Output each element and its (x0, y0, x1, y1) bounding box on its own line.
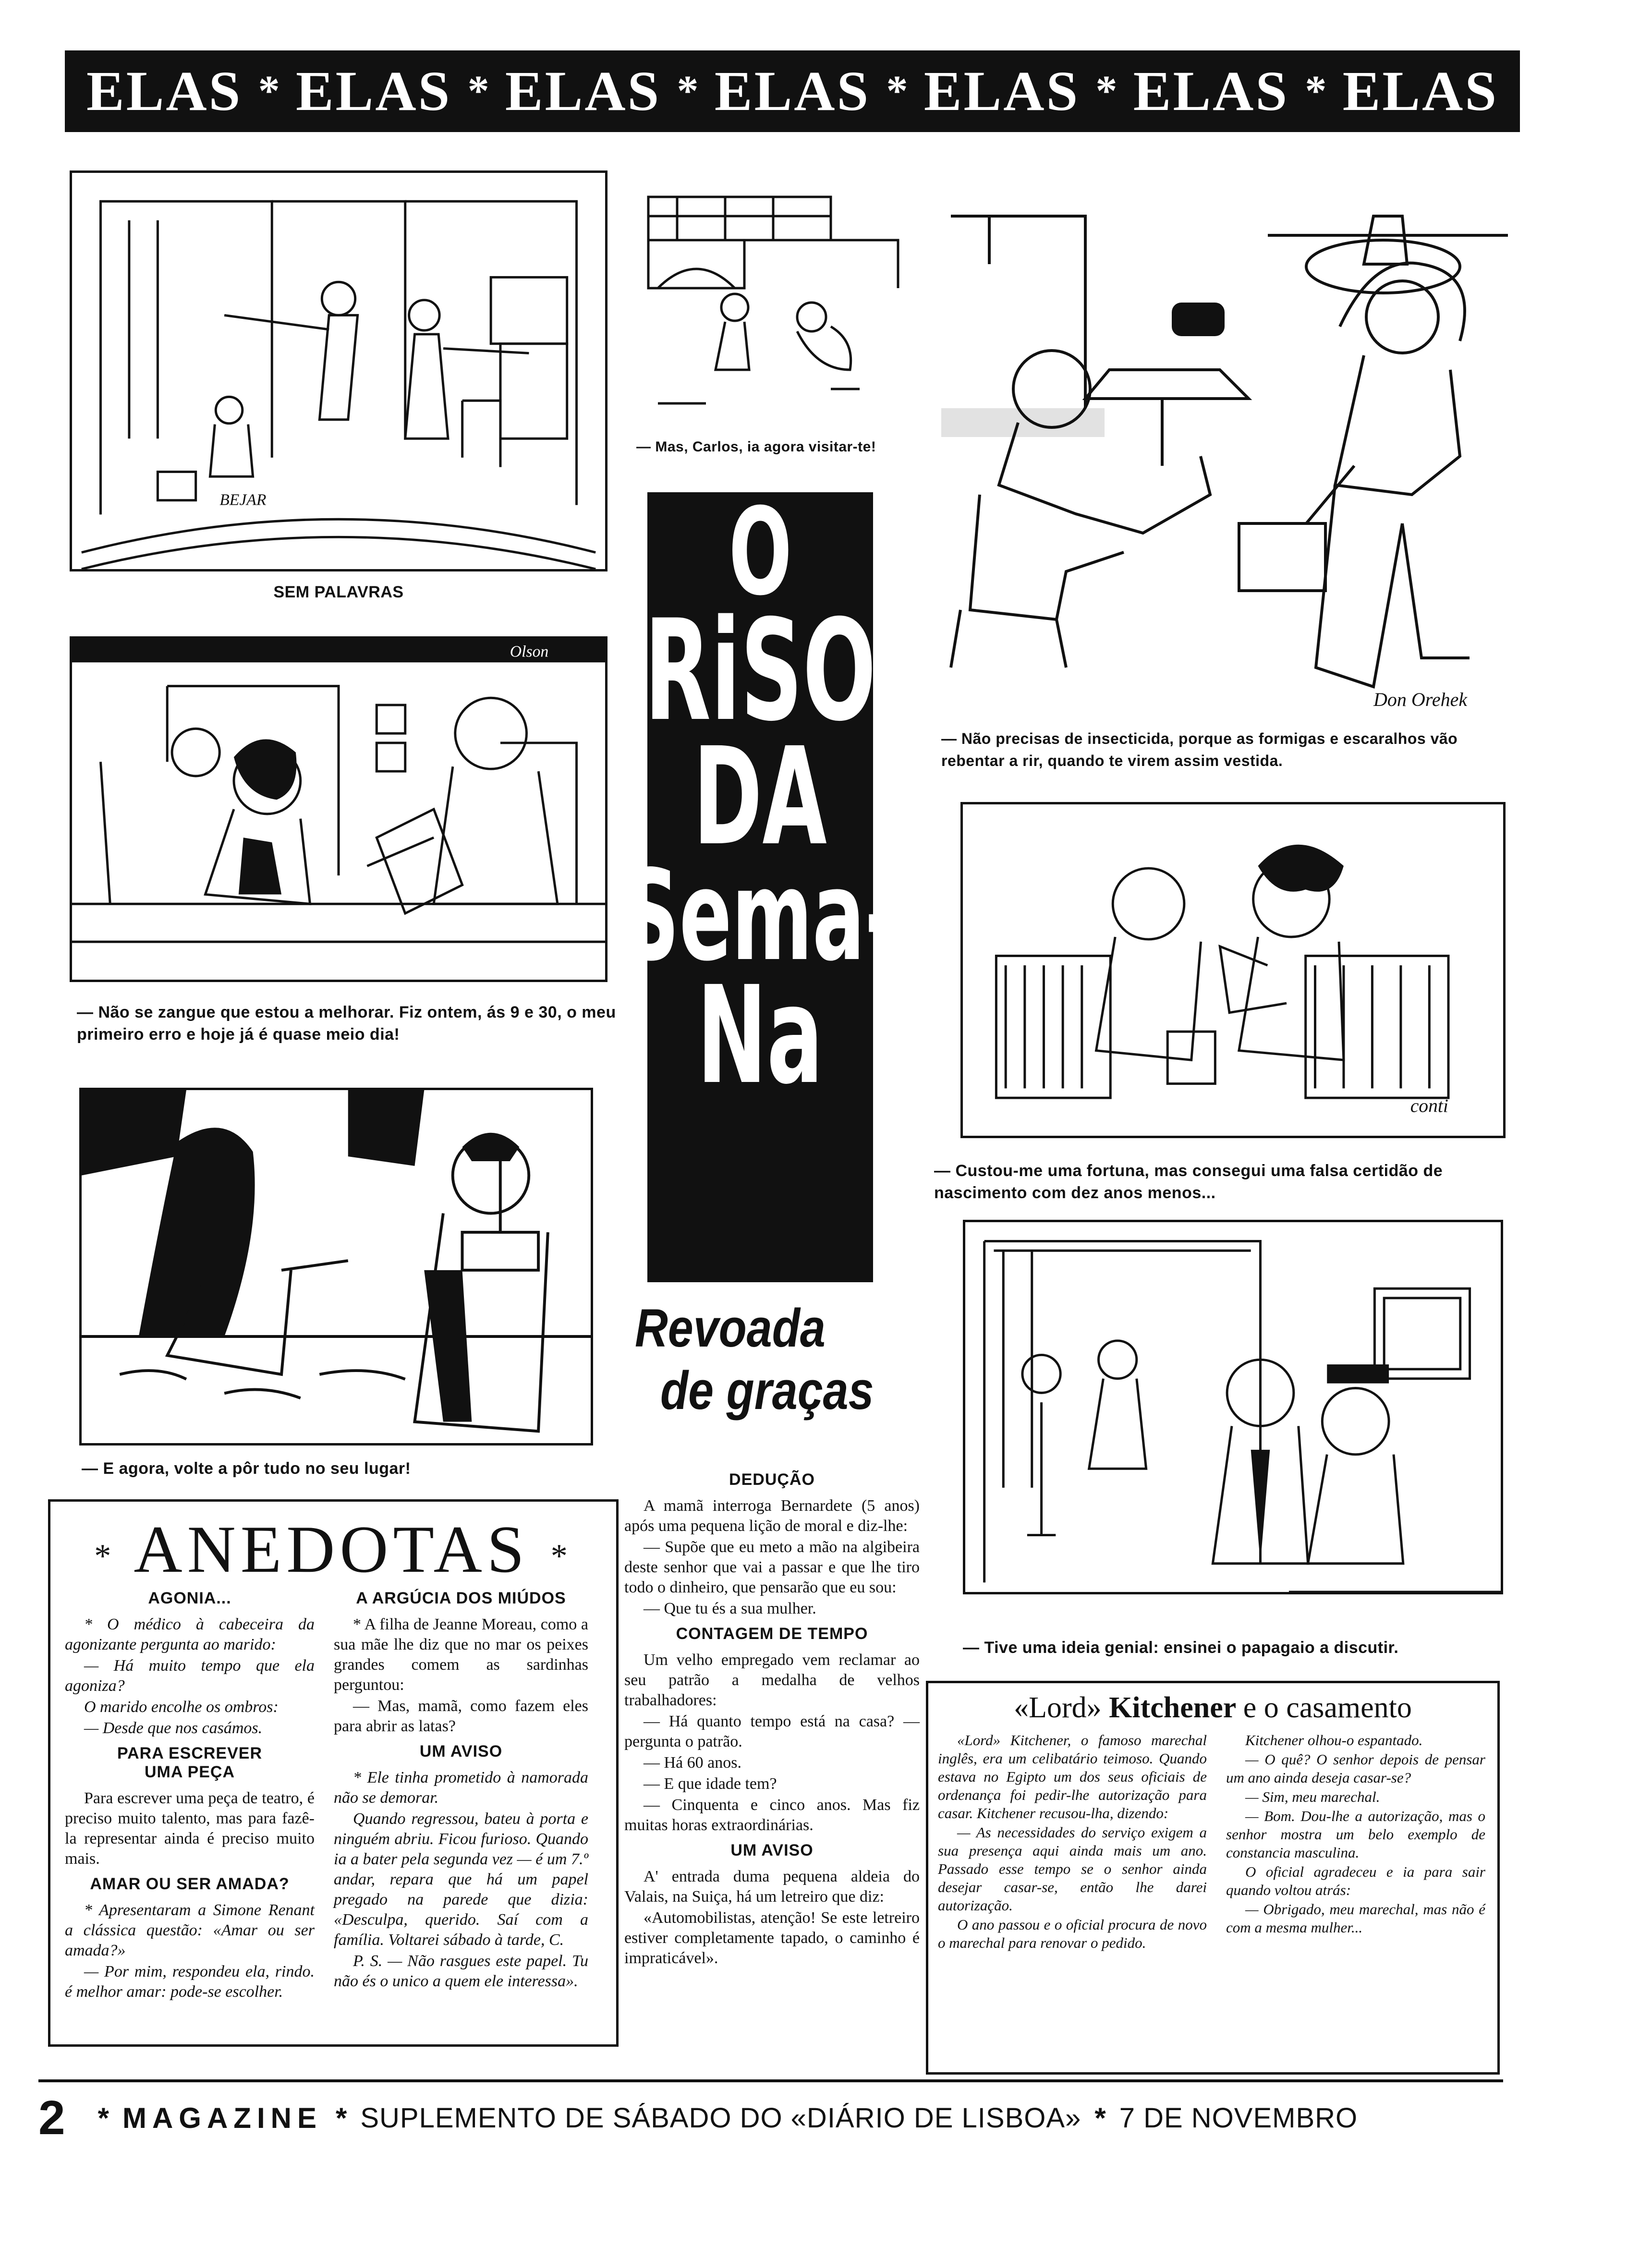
issue-date: 7 DE NOVEMBRO (1119, 2102, 1358, 2134)
peca-title: UMA PEÇA (144, 1763, 235, 1781)
riso-da-semana-banner (623, 482, 897, 1282)
cartoon-signature: BEJAR (219, 491, 267, 509)
paragraph: P. S. — Não rasgues este papel. Tu não és o unico a quem ele interessa». (334, 1952, 588, 1990)
paragraph: «Automobilistas, atenção! Se este letreiro estiver completamente tapado, o caminho é impraticável». (624, 1909, 920, 1967)
masthead-word: ELAS (923, 60, 1080, 122)
paragraph: «Lord» Kitchener, o famoso marechal inglês, era um celibatário teimoso. Quando estava no Egipto um dos seus oficiais de ordenança foi pedir-lhe autorização para casar. Kitchener recusou-lha, dizendo: (938, 1732, 1207, 1822)
anedotas-col-left (65, 1583, 315, 2003)
aviso-title: UM AVISO (730, 1841, 814, 1859)
footer-star: * (1094, 2101, 1106, 2134)
paragraph: * Ele tinha prometido à namorada não se demorar. (334, 1769, 588, 1807)
paragraph: Quando regressou, bateu à porta e ninguém abriu. Ficou furioso. Quando ia a bater pela segunda vez — é um 7.º andar, repara que há um papel pregado na parede que dizia: «Desculpa, querido. Saí com a família. Voltarei sábado à tarde, C. (334, 1810, 588, 1949)
footer-star: * (97, 2101, 109, 2134)
caption-agora: — E agora, volte a pôr tudo no seu lugar! (82, 1459, 411, 1478)
paragraph: O ano passou e o oficial procura de novo o marechal para renovar o pedido. (938, 1916, 1207, 1951)
paragraph: Kitchener olhou-o espantado. (1245, 1732, 1423, 1749)
paragraph: — Há 60 anos. (644, 1754, 741, 1772)
cartoon-drawing (72, 639, 605, 980)
riso-line: Sema- (623, 844, 897, 989)
kitchener-title-part: Kitchener (1109, 1691, 1236, 1724)
anedotas-title-text: ANEDOTAS (134, 1512, 529, 1587)
footer-star: * (335, 2101, 347, 2134)
cartoon-signature: Don Orehek (1373, 689, 1468, 710)
contagem-body (624, 1650, 920, 1835)
anedotas-col-right (334, 1583, 588, 2003)
cartoon-insecticida (941, 187, 1508, 720)
revoada-line: de graças (660, 1360, 874, 1421)
riso-line: Na (697, 957, 824, 1114)
masthead-star: * (467, 67, 489, 115)
paragraph: O marido encolhe os ombros: (84, 1698, 279, 1716)
cartoon-agora (79, 1088, 593, 1445)
cartoon-drawing (629, 178, 917, 427)
cartoon-signature: conti (1410, 1095, 1448, 1117)
masthead-word: ELAS (86, 60, 243, 122)
paragraph: — O quê? O senhor depois de pensar um ano ainda deseja casar-se? (1226, 1751, 1485, 1786)
deducao-body (624, 1496, 920, 1619)
paragraph: * O médico à cabeceira da agonizante pergunta ao marido: (65, 1615, 315, 1653)
paragraph: — Há quanto tempo está na casa? — pergunta o patrão. (624, 1712, 920, 1750)
caption-zangue: — Não se zangue que estou a melhorar. Fiz ontem, ás 9 e 30, o meu primeiro erro e hoje já é quase meio dia! (77, 1003, 616, 1044)
riso-line: RiSO (644, 590, 876, 752)
cartoon-drawing (965, 1222, 1501, 1592)
cartoon-signature: Olson (510, 643, 549, 661)
cartoon-sem-palavras (70, 170, 607, 571)
kitchener-title (938, 1693, 1488, 1723)
caption-papagaio: — Tive uma ideia genial: ensinei o papagaio a discutir. (963, 1639, 1399, 1657)
title-star: * (94, 1537, 116, 1575)
paragraph: O oficial agradeceu e ia para sair quando voltou atrás: (1226, 1863, 1485, 1898)
caption-insecticida: — Não precisas de insecticida, porque as formigas e escaralhos vão rebentar a rir, quando te virem assim vestida. (941, 730, 1458, 769)
paragraph: — Cinquenta e cinco anos. Mas fiz muitas horas extraordinárias. (624, 1796, 920, 1834)
cartoon-papagaio (963, 1220, 1503, 1594)
anedotas-columns (50, 1583, 616, 2003)
peca-title: PARA ESCREVER (117, 1744, 263, 1762)
masthead-word: ELAS (1342, 60, 1498, 122)
paragraph: * Apresentaram a Simone Renant a clássica questão: «Amar ou ser amada?» (65, 1901, 315, 1959)
page-footer (38, 2091, 1503, 2144)
kitchener-columns (938, 1731, 1488, 1953)
kitchener-col-left (938, 1731, 1207, 1953)
cartoon-drawing (963, 804, 1503, 1136)
paragraph: — E que idade tem? (644, 1775, 777, 1793)
riso-line: DA (693, 718, 827, 875)
paragraph: A' entrada duma pequena aldeia do Valais, na Suiça, há um letreiro que diz: (624, 1868, 920, 1906)
caption-fortuna: — Custou-me uma fortuna, mas consegui uma falsa certidão de nascimento com dez anos menos... (934, 1162, 1443, 1202)
masthead-star: * (258, 67, 280, 115)
agonia-body (65, 1615, 315, 1738)
riso-line: O (729, 482, 792, 622)
anedotas-aviso-title: UM AVISO (419, 1742, 503, 1761)
masthead-word: ELAS (295, 60, 452, 122)
kitchener-box (926, 1681, 1500, 2075)
paragraph: — Desde que nos casámos. (84, 1719, 263, 1737)
kitchener-title-part: e o casamento (1243, 1691, 1412, 1724)
masthead-word: ELAS (714, 60, 871, 122)
paragraph: — Obrigado, meu marechal, mas não é com a mesma mulher... (1226, 1901, 1485, 1936)
paragraph: * A filha de Jeanne Moreau, como a sua mãe lhe diz que no mar os peixes grandes comem as sardinhas perguntou: (334, 1615, 588, 1694)
kitchener-col-right (1226, 1731, 1485, 1953)
paragraph: — Mas, mamã, como fazem eles para abrir as latas? (334, 1697, 588, 1735)
paragraph: — Por mim, respondeu ela, rindo. é melhor amar: pode-se escolher. (65, 1963, 315, 2001)
paragraph: A mamã interroga Bernardete (5 anos) após uma pequena lição de moral e diz-lhe: (624, 1497, 920, 1535)
caption-sem-palavras: SEM PALAVRAS (273, 583, 404, 601)
center-column (624, 1465, 920, 1969)
masthead-word: ELAS (505, 60, 661, 122)
caption-carlos: — Mas, Carlos, ia agora visitar-te! (636, 439, 876, 455)
amar-title: AMAR OU SER AMADA? (90, 1875, 290, 1893)
anedotas-aviso-body (334, 1768, 588, 1992)
masthead-star: * (886, 67, 908, 115)
paragraph: — Há muito tempo que ela agoniza? (65, 1657, 315, 1695)
contagem-title: CONTAGEM DE TEMPO (676, 1625, 868, 1643)
paragraph: — Supõe que eu meto a mão na algibeira deste senhor que vai a passar e que lhe tiro todo o dinheiro, que pensarão que eu sou: (624, 1538, 920, 1596)
amar-body (65, 1900, 315, 2002)
anedotas-box (48, 1499, 619, 2047)
cartoon-fortuna (960, 802, 1506, 1138)
paragraph: — Bom. Dou-lhe a autorização, mas o senhor mostra um belo exemplo de constancia masculina. (1226, 1808, 1485, 1861)
masthead-word: ELAS (1133, 60, 1289, 122)
title-star: * (550, 1537, 572, 1575)
arguca-title: A ARGÚCIA DOS MIÚDOS (356, 1589, 566, 1607)
peca-body (65, 1788, 315, 1869)
cartoon-carlos (629, 178, 917, 427)
paragraph: — Que tu és a sua mulher. (644, 1600, 816, 1617)
cartoon-drawing (72, 173, 605, 569)
kitchener-title-part: «Lord» (1014, 1691, 1102, 1724)
aviso-body (624, 1867, 920, 1968)
masthead-star: * (1095, 67, 1118, 115)
masthead-star: * (677, 67, 699, 115)
arguca-body (334, 1615, 588, 1737)
cartoon-drawing (82, 1090, 591, 1443)
agonia-title: AGONIA... (148, 1589, 231, 1607)
masthead-banner (65, 50, 1520, 132)
anedotas-title (50, 1512, 616, 1587)
paragraph: Um velho empregado vem reclamar ao seu patrão a medalha de velhos trabalhadores: (624, 1651, 920, 1709)
magazine-label: MAGAZINE (122, 2101, 322, 2134)
masthead-star: * (1305, 67, 1327, 115)
paragraph: — Sim, meu marechal. (1245, 1788, 1380, 1805)
paragraph: — As necessidades do serviço exigem a sua presença aqui ainda mais um ano. Passado esse tempo se o senhor ainda desejar casar-se, então lhe darei autorização. (938, 1824, 1207, 1914)
cartoon-drawing (941, 187, 1508, 720)
supplement-label: SUPLEMENTO DE SÁBADO DO «DIÁRIO DE LISBOA» (360, 2102, 1081, 2134)
footer-rule (38, 2079, 1503, 2082)
cartoon-zangue (70, 636, 607, 982)
paragraph: Para escrever uma peça de teatro, é preciso muito talento, mas para fazê-la representar ainda é preciso muito mais. (65, 1789, 315, 1868)
page-number: 2 (38, 2090, 65, 2145)
deducao-title: DEDUÇÃO (729, 1470, 815, 1489)
revoada-line: Revoada (635, 1298, 826, 1358)
